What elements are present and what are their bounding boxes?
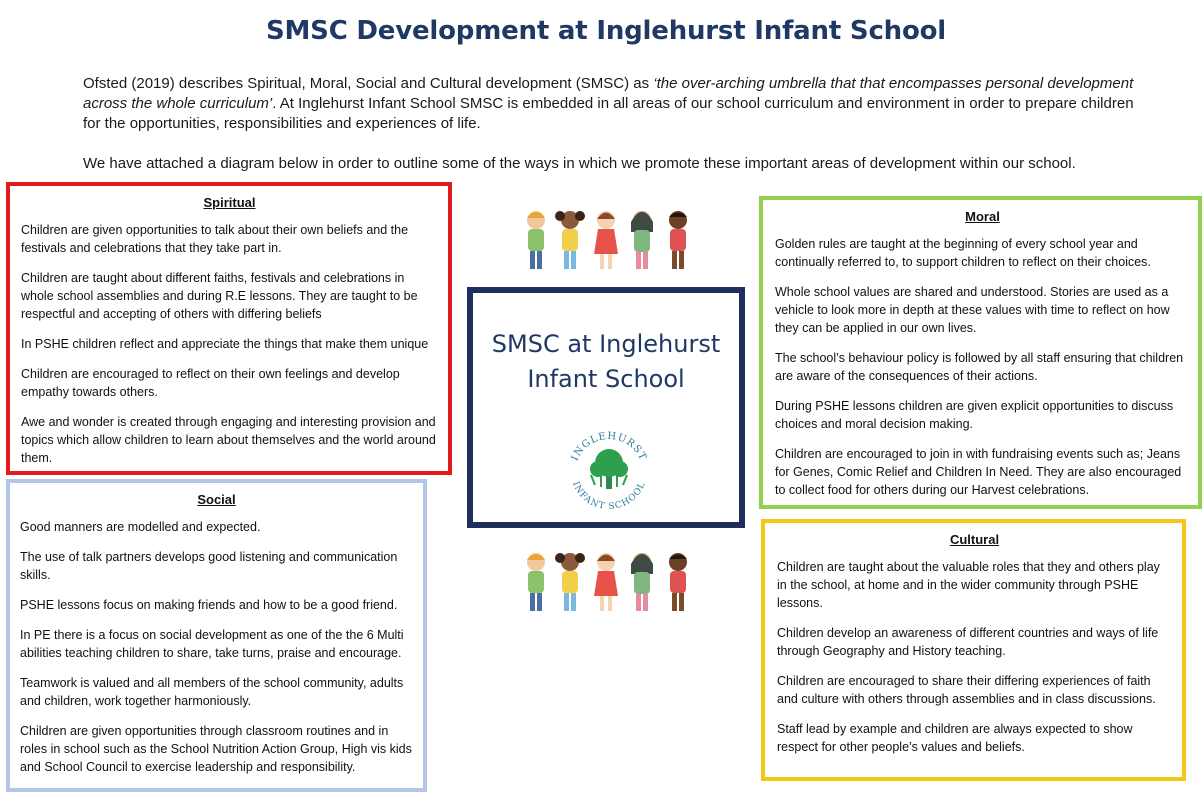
moral-item: Children are encouraged to join in with fundraising events such as; Jeans for Genes, Comic Relief and Children In Need. They are also encouraged to collect food for others during our Harvest celebrations. xyxy=(775,447,1182,497)
child-figure xyxy=(555,553,585,611)
social-box xyxy=(6,479,427,792)
spiritual-heading: Spiritual xyxy=(203,195,256,210)
child-figure xyxy=(631,553,653,611)
spiritual-item: Children are encouraged to reflect on their own feelings and develop empathy towards others. xyxy=(21,367,400,399)
moral-item: Golden rules are taught at the beginning of every school year and continually referred to, to support children to reflect on their choices. xyxy=(775,237,1151,269)
tree-icon xyxy=(590,449,628,489)
cultural-box xyxy=(761,519,1186,781)
intro-quote: ‘the over-arching umbrella that that encompasses personal development across the whole curriculum’ xyxy=(83,75,1134,112)
logo-text-bottom: INFANT SCHOOL xyxy=(570,480,648,513)
children-illustration xyxy=(518,206,698,278)
spiritual-item: Children are taught about different faiths, festivals and celebrations in whole school assemblies and during R.E lessons. They are taught to be respectful and accepting of others with differing beliefs xyxy=(21,271,418,321)
moral-heading: Moral xyxy=(965,209,1000,224)
child-figure xyxy=(527,211,545,269)
spiritual-item: Awe and wonder is created through engaging and interesting provision and topics which allow children to learn about themselves and the world around them. xyxy=(21,415,436,465)
intro-text-start: Ofsted (2019) describes Spiritual, Moral, Social and Cultural development (SMSC) as xyxy=(83,75,654,92)
spiritual-box xyxy=(6,182,452,475)
center-title xyxy=(473,327,739,397)
intro-text-end: . At Inglehurst Infant School SMSC is embedded in all areas of our school curriculum and environment in order to prepare children for the opportunities, responsibilities and experiences of life. xyxy=(83,95,1134,132)
cultural-item: Children develop an awareness of different countries and ways of life through Geography and History teaching. xyxy=(777,626,1159,658)
child-figure xyxy=(594,553,618,611)
social-item: Teamwork is valued and all members of the school community, adults and children, work together harmoniously. xyxy=(20,676,404,708)
moral-box xyxy=(759,196,1202,509)
social-heading: Social xyxy=(197,492,236,507)
child-figure xyxy=(631,211,653,269)
social-item: In PE there is a focus on social development as one of the the 6 Multi abilities teaching children to share, take turns, praise and encourage. xyxy=(20,628,404,660)
cultural-item: Children are taught about the valuable roles that they and others play in the school, at home and in the wider community through PSHE lessons. xyxy=(777,560,1160,610)
moral-item: The school’s behaviour policy is followed by all staff ensuring that children are aware of the consequences of their actions. xyxy=(775,351,1184,383)
logo-text-top: INGLEHURST xyxy=(569,430,649,463)
social-item: Good manners are modelled and expected. xyxy=(20,520,261,534)
diagram-intro-paragraph: We have attached a diagram below in order to outline some of the ways in which we promote these important areas of development within our school. xyxy=(83,155,1076,172)
child-figure xyxy=(594,211,618,269)
moral-item: During PSHE lessons children are given explicit opportunities to discuss choices and moral decision making. xyxy=(775,399,1174,431)
page-title: SMSC Development at Inglehurst Infant School xyxy=(265,16,947,46)
center-title-line: SMSC at Inglehurst xyxy=(491,330,721,358)
social-item: PSHE lessons focus on making friends and how to be a good friend. xyxy=(20,598,398,612)
spiritual-item: In PSHE children reflect and appreciate the things that make them unique xyxy=(21,337,429,351)
intro-paragraph xyxy=(83,74,1143,134)
cultural-item: Children are encouraged to share their differing experiences of faith and culture with others through assemblies and in class discussions. xyxy=(777,674,1156,706)
social-item: The use of talk partners develops good listening and communication skills. xyxy=(20,550,398,582)
cultural-heading: Cultural xyxy=(949,532,1000,547)
child-figure xyxy=(669,553,687,611)
children-illustration xyxy=(518,548,698,620)
center-title-box xyxy=(467,287,745,528)
child-figure xyxy=(669,211,687,269)
moral-item: Whole school values are shared and understood. Stories are used as a vehicle to look more in depth at these values with time to reflect on how they can be applied in our own lives. xyxy=(775,285,1170,335)
spiritual-item: Children are given opportunities to talk about their own beliefs and the festivals and celebrations that they take part in. xyxy=(21,223,409,255)
child-figure xyxy=(527,553,545,611)
social-item: Children are given opportunities through classroom routines and in roles in school such as the School Nutrition Action Group, High vis kids and School Council to exercise leadership and responsibility. xyxy=(20,724,412,774)
school-logo xyxy=(561,423,657,513)
child-figure xyxy=(555,211,585,269)
center-title-line: Infant School xyxy=(527,365,685,393)
cultural-item: Staff lead by example and children are always expected to show respect for other people’s values and beliefs. xyxy=(777,722,1133,754)
